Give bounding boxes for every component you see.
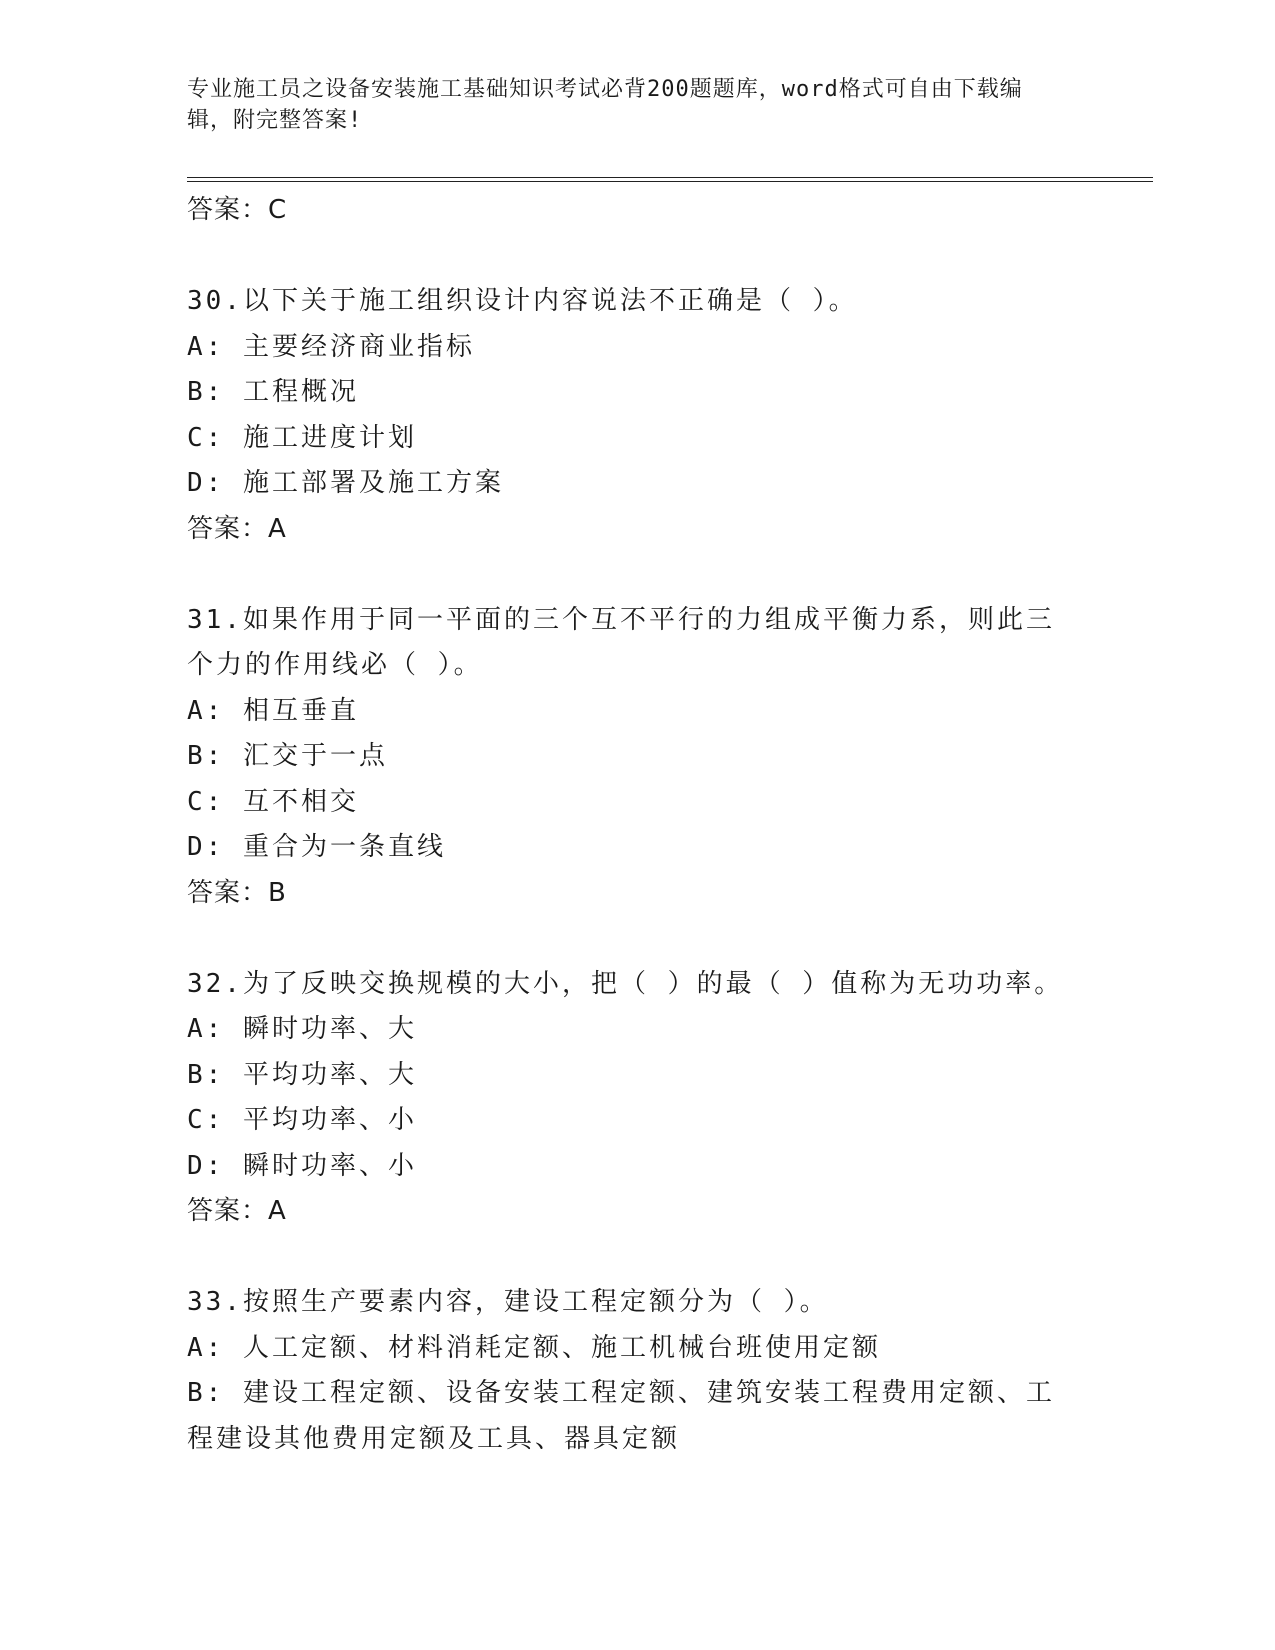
header-rule-bottom bbox=[187, 181, 1153, 182]
header-rule-top bbox=[187, 177, 1153, 178]
question-31 bbox=[187, 598, 1087, 917]
question-stem: 30.以下关于施工组织设计内容说法不正确是（ ）。 bbox=[187, 286, 858, 316]
answer: 答案：B bbox=[187, 877, 287, 908]
spacer bbox=[187, 916, 1087, 962]
answer: 答案：A bbox=[187, 1196, 287, 1226]
question-33 bbox=[187, 1280, 1087, 1462]
question-stem: 32.为了反映交换规模的大小，把（ ）的最（ ）值称为无功功率。 bbox=[187, 968, 1064, 999]
spacer bbox=[187, 1235, 1087, 1281]
option-c: C: 平均功率、小 bbox=[187, 1105, 417, 1135]
document-header: 专业施工员之设备安装施工基础知识考试必背200题题库，word格式可自由下载编辑，附完整答案! bbox=[187, 77, 1023, 133]
option-a: A: 相互垂直 bbox=[187, 695, 359, 726]
option-d: D: 施工部署及施工方案 bbox=[187, 468, 504, 498]
option-b: B: 平均功率、大 bbox=[187, 1059, 417, 1090]
option-d: D: 重合为一条直线 bbox=[187, 832, 446, 862]
question-32 bbox=[187, 962, 1087, 1235]
option-b: B: 工程概况 bbox=[187, 377, 359, 407]
previous-answer: 答案：C bbox=[187, 195, 288, 225]
question-stem: 31.如果作用于同一平面的三个互不平行的力组成平衡力系，则此三个力的作用线必（ ）。 bbox=[187, 604, 1055, 680]
answer: 答案：A bbox=[187, 513, 287, 544]
spacer bbox=[187, 234, 1087, 280]
question-stem: 33.按照生产要素内容，建设工程定额分为（ ）。 bbox=[187, 1287, 829, 1317]
option-c: C: 互不相交 bbox=[187, 786, 359, 817]
question-30 bbox=[187, 279, 1087, 552]
option-a: A: 主要经济商业指标 bbox=[187, 331, 475, 362]
option-a: A: 瞬时功率、大 bbox=[187, 1014, 417, 1044]
question-list bbox=[187, 188, 1087, 1462]
option-a: A: 人工定额、材料消耗定额、施工机械台班使用定额 bbox=[187, 1332, 881, 1363]
option-c: C: 施工进度计划 bbox=[187, 422, 417, 453]
option-d: D: 瞬时功率、小 bbox=[187, 1150, 417, 1181]
spacer bbox=[187, 552, 1087, 598]
option-b: B: 汇交于一点 bbox=[187, 741, 388, 771]
option-b: B: 建设工程定额、设备安装工程定额、建筑安装工程费用定额、工程建设其他费用定额及工具、器具定额 bbox=[187, 1378, 1055, 1454]
